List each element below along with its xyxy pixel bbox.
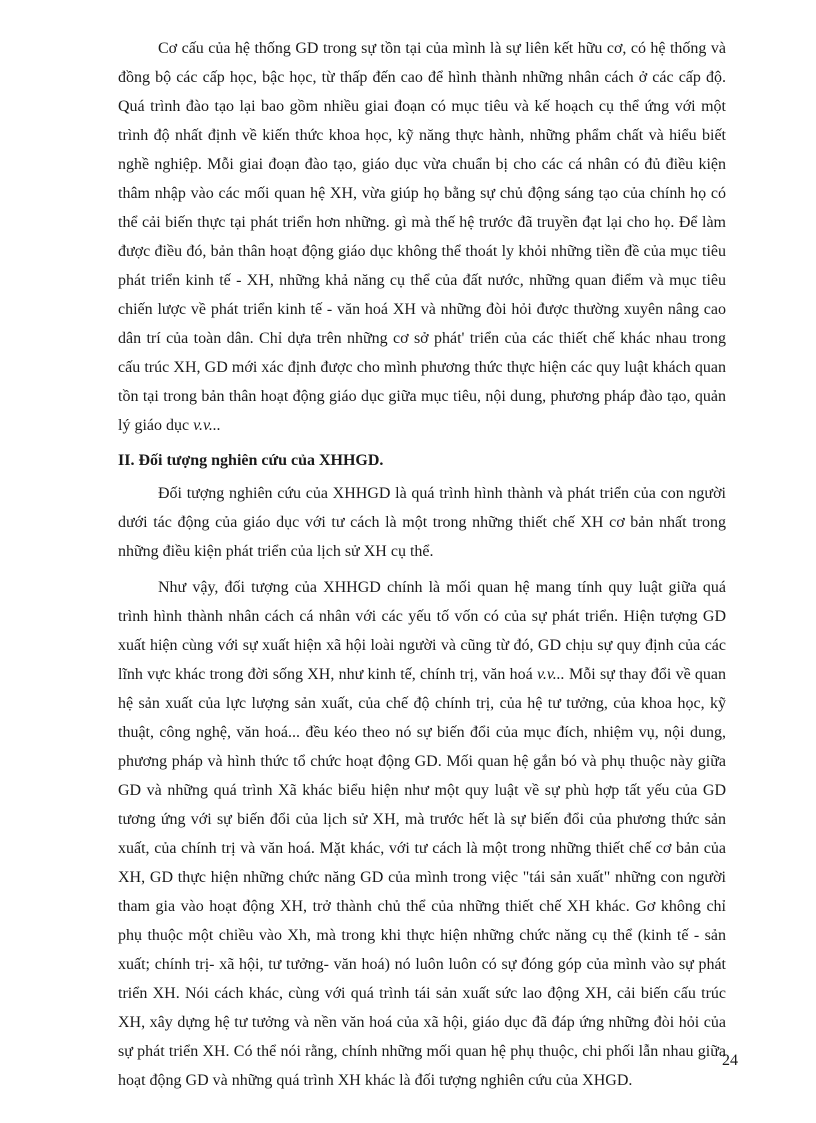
paragraph-3 (118, 573, 726, 1095)
paragraph-1 (118, 34, 726, 440)
section-heading: II. Đối tượng nghiên cứu của XHHGD. (118, 452, 384, 469)
paragraph-3-italic: v.v... (536, 666, 565, 683)
paragraph-1-suffix: v.v... (193, 417, 221, 434)
document-page (118, 34, 726, 1095)
page-number: 24 (722, 1052, 738, 1069)
paragraph-1-text: Cơ cấu của hệ thống GD trong sự tồn tại của mình là sự liên kết hữu cơ, có hệ thống và đồng bộ các cấp học, bậc học, từ thấp đến cao để hình thành những nhân cách ở các cấp độ. Quá trình đào tạo lại bao gồm nhiều giai đoạn có mục tiêu và kế hoạch cụ thể ứng với một trình độ nhất định về kiến thức khoa học, kỹ năng thực hành, những phẩm chất và hiểu biết nghề nghiệp. Mỗi giai đoạn đào tạo, giáo dục vừa chuẩn bị cho các cá nhân có đủ điều kiện thâm nhập vào các mối quan hệ XH, vừa giúp họ bằng sự chủ động sáng tạo của chính họ có thể cải biến thực tại phát triển hơn những. gì mà thế hệ trước đã truyền đạt lại cho họ. Để làm được điều đó, bản thân hoạt động giáo dục không thể thoát ly khỏi những tiền đề của mục tiêu phát triển kinh tế - XH, những khả năng cụ thể của đất nước, những quan điểm và mục tiêu chiến lược về phát triển kinh tế - văn hoá XH và những đòi hỏi được thường xuyên nâng cao dân trí của toàn dân. Chỉ dựa trên những cơ sở phát' triển của các thiết chế khác nhau trong cấu trúc XH, GD mới xác định được cho mình phương thức thực hiện các quy luật khách quan tồn tại trong bản thân hoạt động giáo dục giữa mục tiêu, nội dung, phương pháp đào tạo, quản lý giáo dục (118, 40, 726, 434)
paragraph-3-part-2: Mỗi sự thay đổi về quan hệ sản xuất của lực lượng sản xuất, của chế độ chính trị, của hệ tư tưởng, của khoa học, kỹ thuật, công nghệ, văn hoá... đều kéo theo nó sự biến đổi của mục đích, nhiệm vụ, nội dung, phương pháp và hình thức tổ chức hoạt động GD. Mối quan hệ gắn bó và phụ thuộc này giữa GD và những quá trình Xã khác biểu hiện như một quy luật về sự phù hợp tất yếu của GD tương ứng với sự biến đổi của lịch sử XH, mà trước hết là sự biến đổi của phương thức sản xuất, của chính trị và văn hoá. Mặt khác, với tư cách là một trong những thiết chế cơ bản của XH, GD thực hiện những chức năng GD của mình trong việc "tái sản xuất" những con người tham gia vào hoạt động XH, trở thành chủ thể của những thiết chế XH khác. Gơ không chỉ phụ thuộc một chiều vào Xh, mà trong khi thực hiện những chức năng cụ thể (kinh tế - sản xuất; chính trị- xã hội, tư tưởng- văn hoá) nó luôn luôn có sự đóng góp của mình vào sự phát triển XH. Nói cách khác, cùng với quá trình tái sản xuất sức lao động XH, cải biến cấu trúc XH, xây dựng hệ tư tưởng và nền văn hoá của xã hội, giáo dục đã đáp ứng những đòi hỏi của sự phát triển XH. Có thể nói rằng, chính những mối quan hệ phụ thuộc, chi phối lẫn nhau giữa hoạt động GD và những quá trình XH khác là đối tượng nghiên cứu của XHGD. (118, 666, 727, 1089)
paragraph-3-part-1: Như vậy, đối tượng của XHHGD chính là mối quan hệ mang tính quy luật giữa quá trình hình thành nhân cách cá nhân với các yếu tố vốn có của sự phát triển. Hiện tượng GD xuất hiện cùng với sự xuất hiện xã hội loài người và cũng từ đó, GD chịu sự quy định của các lĩnh vực khác trong đời sống XH, như kinh tế, chính trị, văn hoá (118, 579, 726, 683)
paragraph-2: Đối tượng nghiên cứu của XHHGD là quá trình hình thành và phát triển của con người dưới tác động của giáo dục với tư cách là một trong những thiết chế XH cơ bản nhất trong những điều kiện phát triển của lịch sử XH cụ thể. (118, 485, 726, 560)
